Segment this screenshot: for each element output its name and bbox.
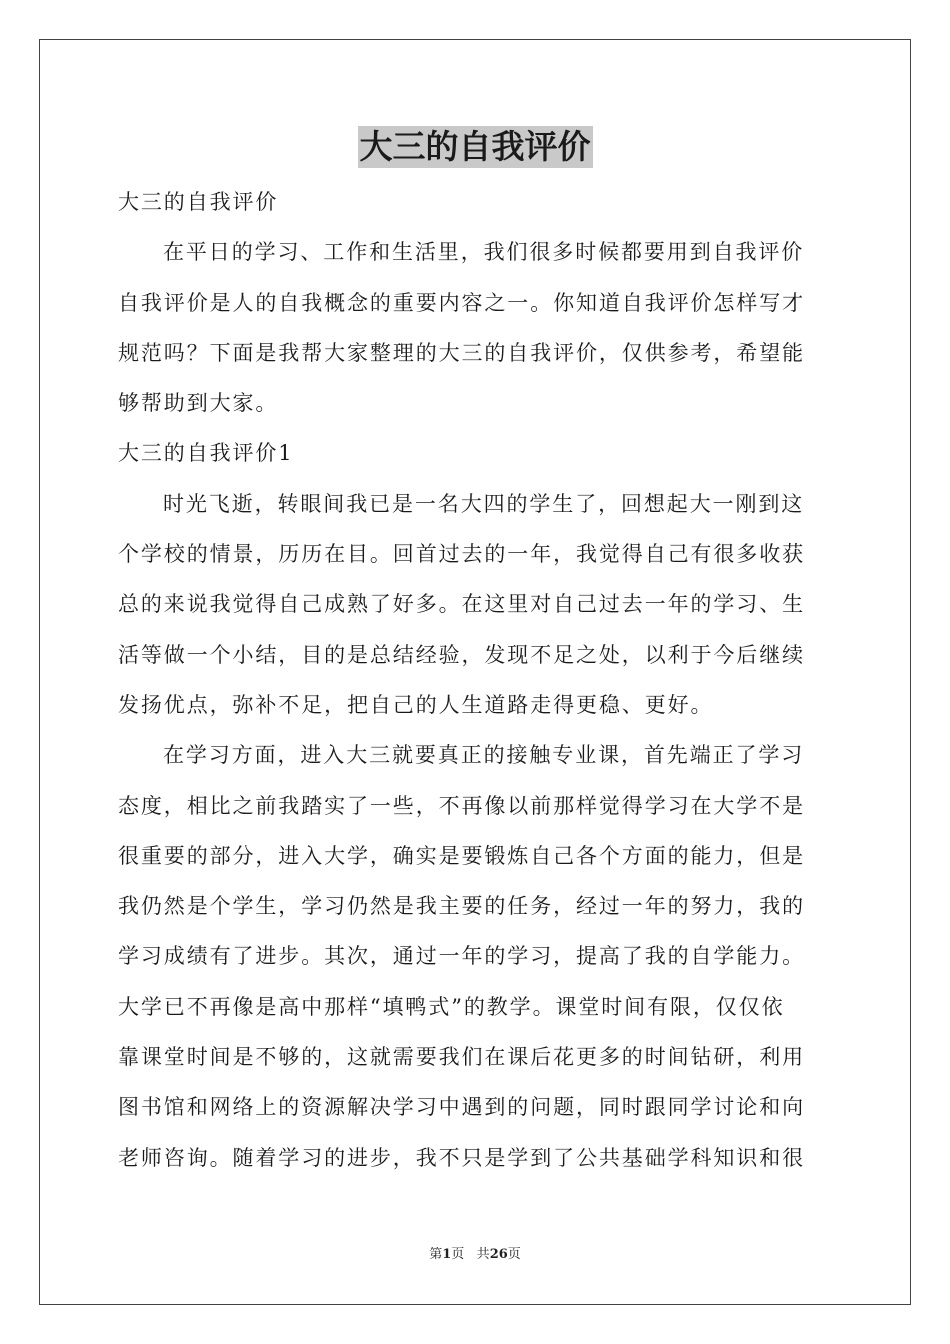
page-number: 1 [442, 1247, 452, 1262]
text-line: 活等做一个小结，目的是总结经验，发现不足之处，以利于今后继续 [118, 642, 805, 667]
text-line: 总的来说我觉得自己成熟了好多。在这里对自己过去一年的学习、生 [118, 592, 805, 617]
text-line: 大学已不再像是高中那样“填鸭式”的教学。课堂时间有限，仅仅依 [118, 994, 785, 1019]
text-line: 靠课堂时间是不够的，这就需要我们在课后花更多的时间钻研，利用 [118, 1045, 805, 1070]
document-body [118, 177, 834, 1183]
text-line: 学习成绩有了进步。其次，通过一年的学习，提高了我的自学能力。 [118, 944, 805, 969]
text-line: 大三的自我评价1 [118, 441, 294, 466]
total-prefix: 共 [476, 1247, 490, 1262]
text-line: 个学校的情景，历历在目。回首过去的一年，我觉得自己有很多收获 [118, 542, 805, 567]
document-title: 大三的自我评价 [359, 127, 591, 166]
page-prefix: 第 [429, 1247, 443, 1262]
title-container [0, 126, 950, 168]
text-line: 发扬优点，弥补不足，把自己的人生道路走得更稳、更好。 [118, 692, 714, 717]
text-line: 时光飞逝，转眼间我已是一名大四的学生了，回想起大一刚到这 [163, 491, 805, 516]
text-line: 很重要的部分，进入大学，确实是要锻炼自己各个方面的能力，但是 [118, 843, 805, 868]
text-line: 规范吗？下面是我帮大家整理的大三的自我评价，仅供参考，希望能 [118, 340, 805, 365]
page-unit: 页 [451, 1247, 465, 1262]
text-line: 我仍然是个学生，学习仍然是我主要的任务，经过一年的努力，我的 [118, 894, 805, 919]
total-pages: 26 [489, 1247, 508, 1262]
text-line: 态度，相比之前我踏实了一些，不再像以前那样觉得学习在大学不是 [118, 793, 805, 818]
text-line: 在学习方面，进入大三就要真正的接触专业课，首先端正了学习 [163, 743, 805, 768]
text-line: 大三的自我评价 [118, 190, 279, 214]
total-unit: 页 [507, 1247, 521, 1262]
text-line: 够帮助到大家。 [118, 391, 279, 416]
text-line: 老师咨询。随着学习的进步，我不只是学到了公共基础学科知识和很 [118, 1145, 805, 1170]
text-line: 在平日的学习、工作和生活里，我们很多时候都要用到自我评价 [163, 240, 805, 265]
text-line: 自我评价是人的自我概念的重要内容之一。你知道自我评价怎样写才 [118, 290, 805, 315]
text-line: 图书馆和网络上的资源解决学习中遇到的问题，同时跟同学讨论和向 [118, 1095, 805, 1120]
page-footer [0, 1243, 950, 1262]
